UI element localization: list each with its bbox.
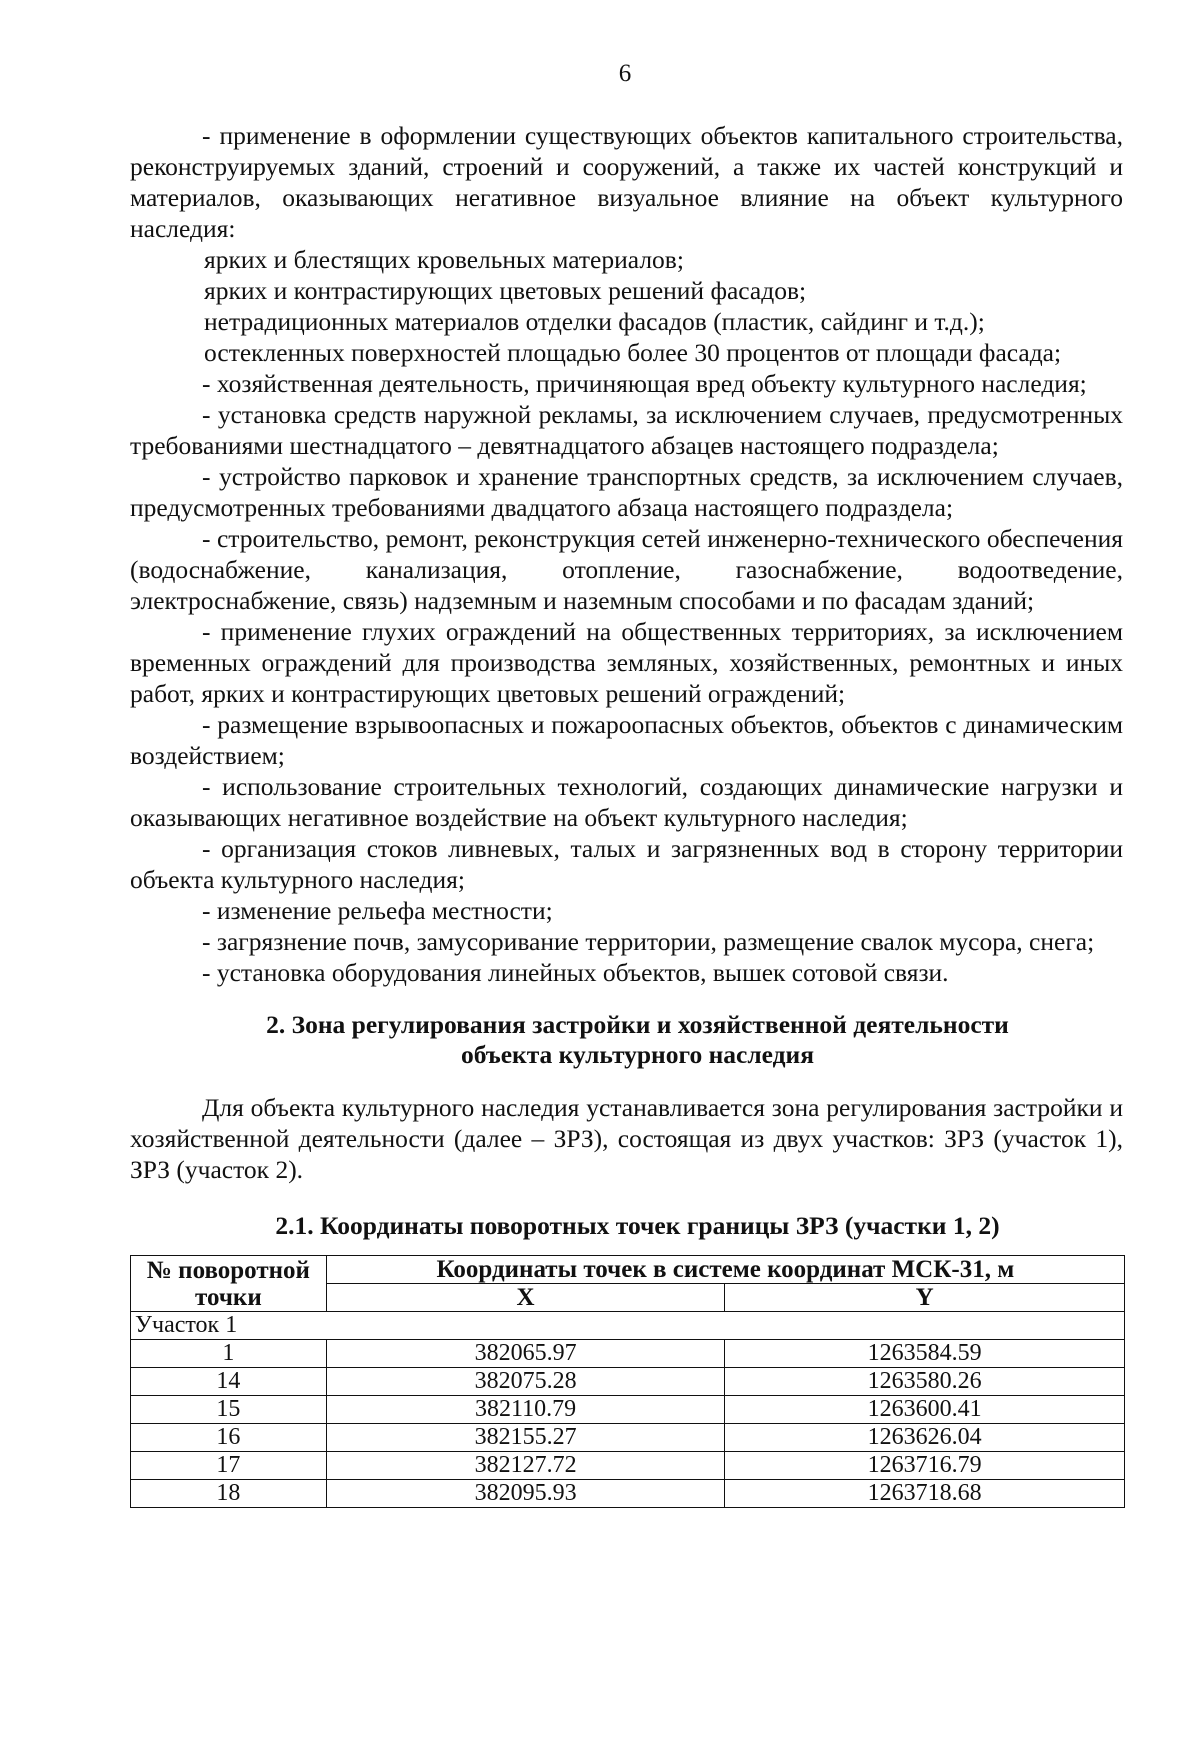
restriction-item: - изменение рельефа местности; bbox=[202, 896, 553, 925]
cell-y: 1263580.26 bbox=[725, 1368, 1125, 1396]
restriction-sub-item: ярких и контрастирующих цветовых решений фасадов; bbox=[204, 276, 807, 305]
table-title: 2.1. Координаты поворотных точек границы ЗРЗ (участки 1, 2) bbox=[275, 1211, 1000, 1240]
cell-point: 14 bbox=[131, 1368, 327, 1396]
table-row bbox=[131, 1452, 1125, 1480]
cell-point: 15 bbox=[131, 1396, 327, 1424]
cell-y: 1263718.68 bbox=[725, 1480, 1125, 1508]
table-row bbox=[131, 1368, 1125, 1396]
page-number: 6 bbox=[618, 60, 632, 87]
restriction-item: - установка средств наружной рекламы, за исключением случаев, предусмотренных требованиями шестнадцатого – девятнадцатого абзацев настоящего подраздела; bbox=[130, 400, 1123, 460]
restriction-item: - применение в оформлении существующих объектов капитального строительства, реконструируемых зданий, строений и сооружений, а также их частей конструкций и материалов, оказывающих негативное визуальное влияние на объект культурного наследия: bbox=[130, 121, 1123, 243]
cell-point: 1 bbox=[131, 1340, 327, 1368]
coordinates-table bbox=[130, 1255, 1125, 1508]
restriction-sub-item: ярких и блестящих кровельных материалов; bbox=[204, 245, 684, 274]
restriction-item: - хозяйственная деятельность, причиняющая вред объекту культурного наследия; bbox=[202, 369, 1087, 398]
section-heading-line: 2. Зона регулирования застройки и хозяйственной деятельности bbox=[266, 1010, 1009, 1039]
cell-y: 1263716.79 bbox=[725, 1452, 1125, 1480]
header-coordinates: Координаты точек в системе координат МСК-31, м bbox=[326, 1256, 1124, 1284]
cell-point: 16 bbox=[131, 1424, 327, 1452]
header-point-number bbox=[131, 1256, 327, 1312]
cell-y: 1263626.04 bbox=[725, 1424, 1125, 1452]
cell-x: 382075.28 bbox=[326, 1368, 725, 1396]
section-paragraph: Для объекта культурного наследия устанавливается зона регулирования застройки и хозяйственной деятельности (далее – ЗРЗ), состоящая из двух участков: ЗРЗ (участок 1), ЗРЗ (участок 2). bbox=[130, 1093, 1123, 1184]
header-point-line: № поворотной bbox=[146, 1256, 310, 1284]
cell-point: 17 bbox=[131, 1452, 327, 1480]
document-body bbox=[130, 120, 1123, 1508]
table-row bbox=[131, 1424, 1125, 1452]
cell-x: 382110.79 bbox=[326, 1396, 725, 1424]
table-row bbox=[131, 1396, 1125, 1424]
table-row bbox=[131, 1480, 1125, 1508]
restriction-item: - строительство, ремонт, реконструкция сетей инженерно-технического обеспечения (водоснабжение, канализация, отопление, газоснабжение, водоотведение, электроснабжение, связь) надземным и наземным способами и по фасадам зданий; bbox=[130, 524, 1123, 615]
restriction-item: - устройство парковок и хранение транспортных средств, за исключением случаев, предусмотренных требованиями двадцатого абзаца настоящего подраздела; bbox=[130, 462, 1123, 522]
restriction-item: - применение глухих ограждений на общественных территориях, за исключением временных ограждений для производства земляных, хозяйственных, ремонтных и иных работ, ярких и контрастирующих цветовых решений ограждений; bbox=[130, 617, 1123, 708]
restriction-item: - установка оборудования линейных объектов, вышек сотовой связи. bbox=[202, 958, 949, 987]
cell-y: 1263584.59 bbox=[725, 1340, 1125, 1368]
cell-x: 382127.72 bbox=[326, 1452, 725, 1480]
header-x: X bbox=[326, 1284, 725, 1312]
restriction-item: - организация стоков ливневых, талых и загрязненных вод в сторону территории объекта культурного наследия; bbox=[130, 834, 1123, 894]
cell-point: 18 bbox=[131, 1480, 327, 1508]
restriction-sub-item: нетрадиционных материалов отделки фасадов (пластик, сайдинг и т.д.); bbox=[204, 307, 985, 336]
section-label: Участок 1 bbox=[131, 1312, 1125, 1340]
section-heading-line: объекта культурного наследия bbox=[460, 1040, 815, 1069]
header-point-line: точки bbox=[195, 1283, 262, 1311]
section-heading bbox=[130, 1010, 1123, 1070]
restriction-sub-item: остекленных поверхностей площадью более 30 процентов от площади фасада; bbox=[204, 338, 1062, 367]
restriction-item: - использование строительных технологий, создающих динамические нагрузки и оказывающих негативное воздействие на объект культурного наследия; bbox=[130, 772, 1123, 832]
table-header-row bbox=[131, 1256, 1125, 1284]
table-section-row bbox=[131, 1312, 1125, 1340]
restriction-item: - размещение взрывоопасных и пожароопасных объектов, объектов с динамическим воздействием; bbox=[130, 710, 1123, 770]
table-row bbox=[131, 1340, 1125, 1368]
cell-y: 1263600.41 bbox=[725, 1396, 1125, 1424]
restriction-item: - загрязнение почв, замусоривание территории, размещение свалок мусора, снега; bbox=[202, 927, 1095, 956]
header-y: Y bbox=[725, 1284, 1125, 1312]
cell-x: 382095.93 bbox=[326, 1480, 725, 1508]
cell-x: 382065.97 bbox=[326, 1340, 725, 1368]
cell-x: 382155.27 bbox=[326, 1424, 725, 1452]
